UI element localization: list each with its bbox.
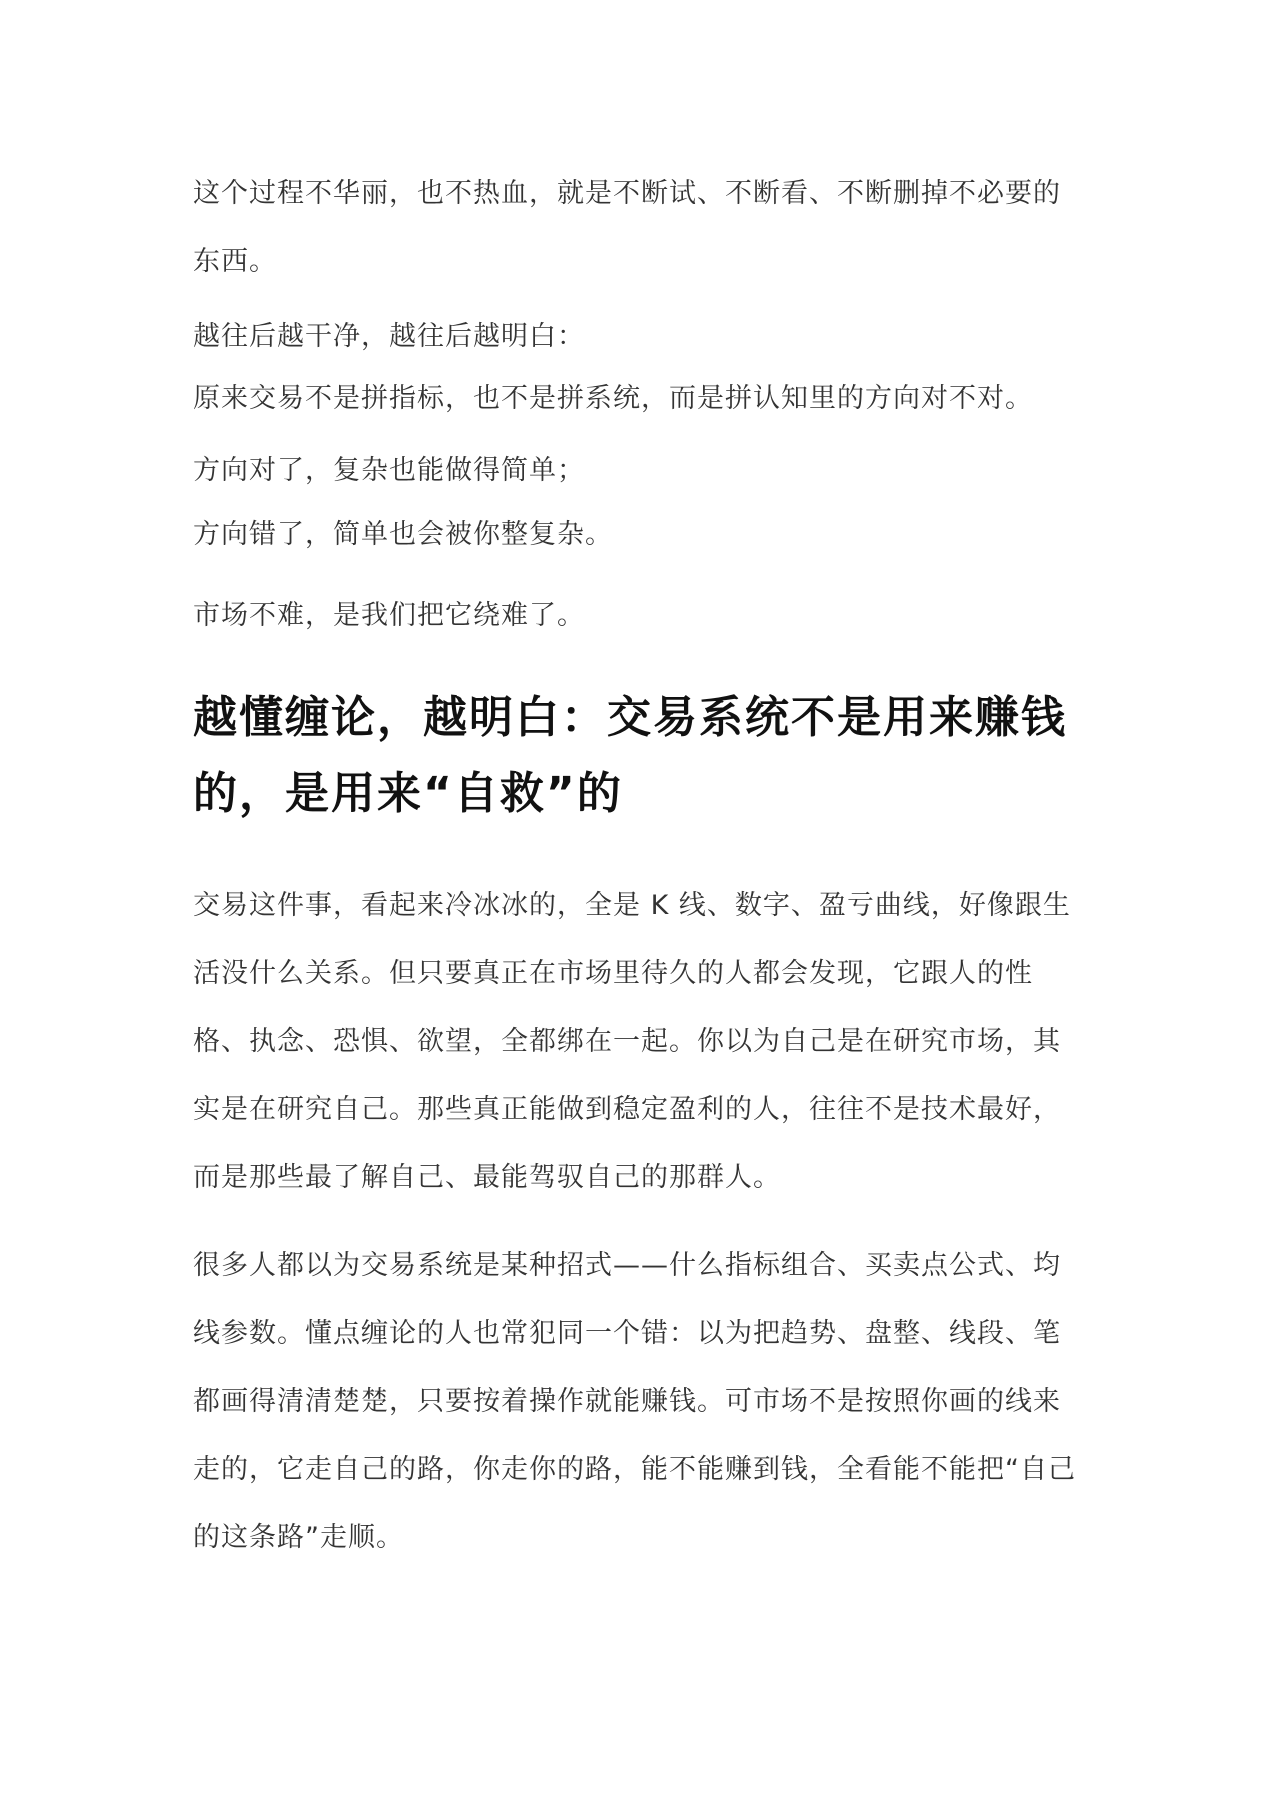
paragraph-market: 市场不难，是我们把它绕难了。 [193,600,585,631]
paragraph-line: 方向对了，复杂也能做得简单； [193,455,585,486]
paragraph-trading-nature: 交易这件事，看起来冷冰冰的，全是 K 线、数字、盈亏曲线，好像跟生活没什么关系。但只要真正在市场里待久的人都会发现，它跟人的性格、执念、恐惧、欲望，全都绑在一起。你以为自己是在研究市场，其实是在研究自己。那些真正能做到稳定盈利的人，往往不是技术最好，而是那些最了解自己、最能驾驭自己的那群人。 [193,890,1071,1193]
paragraph-trading-system: 很多人都以为交易系统是某种招式——什么指标组合、买卖点公式、均线参数。懂点缠论的人也常犯同一个错：以为把趋势、盘整、线段、笔都画得清清楚楚，只要按着操作就能赚钱。可市场不是按照你画的线来走的，它走自己的路，你走你的路，能不能赚到钱，全看能不能把“自己的这条路”走顺。 [193,1250,1076,1553]
paragraph-group-direction [193,446,1083,560]
paragraph-line: 方向错了，简单也会被你整复杂。 [193,519,613,550]
paragraph-group-realization [193,312,1083,424]
document-page [193,160,1083,1572]
paragraph-line: 越往后越干净，越往后越明白： [193,321,585,352]
paragraph-line: 原来交易不是拼指标，也不是拼系统，而是拼认知里的方向对不对。 [193,383,1033,414]
section-heading: 越懂缠论，越明白：交易系统不是用来赚钱的，是用来“自救”的 [193,692,1067,819]
paragraph-process: 这个过程不华丽，也不热血，就是不断试、不断看、不断删掉不必要的东西。 [193,178,1061,277]
